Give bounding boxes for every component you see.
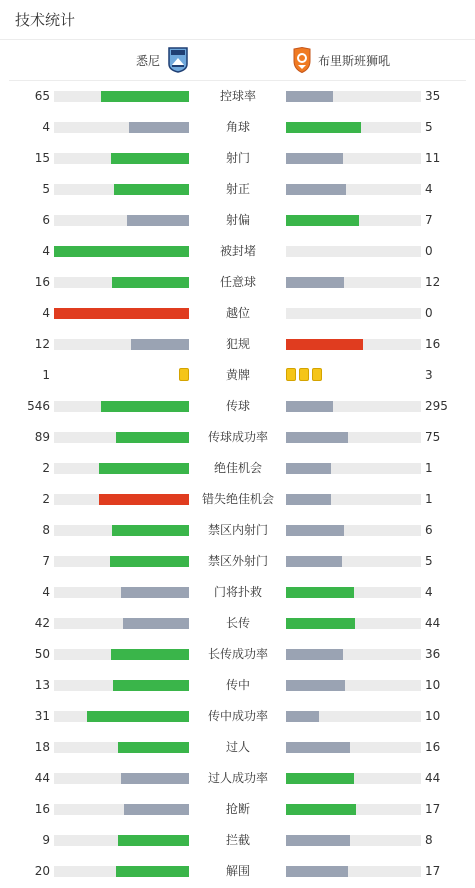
away-stat-value: 3 [425, 368, 433, 382]
home-stat-bar-track [54, 711, 189, 722]
home-stat-bar-fill [112, 525, 189, 536]
home-stat-value: 6 [42, 213, 50, 227]
home-stat-bar-track [54, 153, 189, 164]
away-stat-value: 1 [425, 461, 433, 475]
home-stat-bar-track [54, 680, 189, 691]
team-header [9, 40, 466, 81]
stat-row [0, 267, 475, 298]
home-stat-bar-track [54, 246, 189, 257]
home-stat-bar-track [54, 432, 189, 443]
home-stat-bar-fill [116, 866, 189, 877]
away-stat-bar-track [286, 463, 421, 474]
home-stat-value: 4 [42, 244, 50, 258]
home-stat-bar-fill [129, 122, 189, 133]
away-stat-bar-track [286, 556, 421, 567]
home-stat-bar-track [54, 587, 189, 598]
yellow-card-icon [286, 368, 296, 381]
stat-label: 射偏 [225, 213, 250, 227]
away-stat-bar-fill [286, 587, 354, 598]
stat-label: 传球成功率 [207, 430, 268, 444]
away-stat-bar-fill [286, 742, 350, 753]
away-stat-bar-track [286, 680, 421, 691]
home-stat-bar-track [54, 742, 189, 753]
home-stat-bar-fill [101, 401, 189, 412]
home-stat-bar-fill [54, 308, 189, 319]
home-stat-bar-fill [118, 742, 189, 753]
away-stat-value: 17 [425, 802, 441, 816]
home-stat-value: 50 [34, 647, 50, 661]
stat-label: 长传成功率 [207, 647, 268, 661]
away-team[interactable] [292, 40, 390, 80]
home-stat-value: 42 [34, 616, 50, 630]
home-stat-bar-track [54, 401, 189, 412]
stat-row [0, 577, 475, 608]
stat-label: 禁区内射门 [207, 523, 268, 537]
home-team-name: 悉尼 [135, 53, 160, 68]
away-stat-bar-fill [286, 215, 359, 226]
home-stat-bar-track [54, 525, 189, 536]
sydney-fc-crest-icon [168, 47, 188, 73]
stat-row [0, 608, 475, 639]
away-stat-value: 5 [425, 554, 433, 568]
home-stat-bar-fill [123, 618, 189, 629]
home-stat-bar-track [54, 773, 189, 784]
away-stat-bar-fill [286, 649, 343, 660]
away-stat-bar-fill [286, 804, 356, 815]
stat-label: 黄牌 [225, 368, 250, 382]
stat-row [0, 670, 475, 701]
away-stat-bar-track [286, 215, 421, 226]
away-stat-bar-fill [286, 525, 344, 536]
away-stat-bar-fill [286, 432, 348, 443]
home-stat-value: 20 [34, 864, 50, 878]
home-stat-bar-track [54, 866, 189, 877]
away-stat-bar-fill [286, 463, 331, 474]
home-stat-value: 8 [42, 523, 50, 537]
away-stat-value: 5 [425, 120, 433, 134]
home-stat-bar-track [54, 339, 189, 350]
away-stat-bar-fill [286, 556, 342, 567]
yellow-card-icon [299, 368, 309, 381]
home-stat-bar-fill [112, 277, 189, 288]
away-stat-bar-track [286, 494, 421, 505]
home-stat-bar-fill [114, 184, 189, 195]
stat-row [0, 236, 475, 267]
page-title: 技术统计 [15, 11, 76, 29]
away-stat-bar-fill [286, 835, 350, 846]
away-stat-bar-fill [286, 711, 319, 722]
away-stat-bar-fill [286, 339, 363, 350]
home-stat-bar-track [54, 463, 189, 474]
away-stat-value: 1 [425, 492, 433, 506]
home-stat-bar-fill [116, 432, 189, 443]
away-stat-bar-track [286, 804, 421, 815]
home-stat-bar-track [54, 184, 189, 195]
home-stat-bar-track [54, 649, 189, 660]
stat-row [0, 112, 475, 143]
away-stat-bar-fill [286, 184, 346, 195]
away-stat-value: 8 [425, 833, 433, 847]
home-stat-bar-track [54, 277, 189, 288]
home-stat-value: 2 [42, 492, 50, 506]
home-stat-value: 15 [34, 151, 50, 165]
away-stat-bar-track [286, 122, 421, 133]
away-stat-bar-fill [286, 866, 348, 877]
stat-label: 射正 [225, 182, 250, 196]
away-stat-value: 44 [425, 771, 441, 785]
home-stat-value: 7 [42, 554, 50, 568]
stat-label: 被封堵 [219, 244, 256, 258]
brisbane-roar-lion-crest-icon [292, 47, 312, 73]
home-stat-bar-track [54, 804, 189, 815]
stat-row [0, 484, 475, 515]
away-stat-value: 10 [425, 678, 441, 692]
stat-row [0, 143, 475, 174]
away-stat-value: 17 [425, 864, 441, 878]
stat-row [0, 205, 475, 236]
away-stat-bar-track [286, 91, 421, 102]
stat-row [0, 453, 475, 484]
home-stat-bar-fill [121, 587, 189, 598]
away-stat-value: 4 [425, 585, 433, 599]
home-stat-value: 16 [34, 802, 50, 816]
away-stat-value: 11 [425, 151, 441, 165]
away-stat-value: 10 [425, 709, 441, 723]
stat-row [0, 391, 475, 422]
stat-label: 抢断 [225, 802, 250, 816]
home-stat-value: 1 [42, 368, 50, 382]
away-stat-bar-fill [286, 618, 355, 629]
home-stat-value: 12 [34, 337, 50, 351]
home-stat-bar-track [54, 618, 189, 629]
home-stat-bar-fill [111, 153, 189, 164]
away-stat-bar-track [286, 587, 421, 598]
away-stat-bar-fill [286, 277, 344, 288]
away-team-name: 布里斯班狮吼 [318, 53, 391, 68]
stat-row [0, 856, 475, 887]
stat-label: 拦截 [225, 833, 250, 847]
stat-row [0, 422, 475, 453]
away-stat-bar-fill [286, 153, 343, 164]
away-stat-bar-track [286, 835, 421, 846]
away-stat-bar-track [286, 866, 421, 877]
home-stat-value: 4 [42, 306, 50, 320]
home-stat-value: 2 [42, 461, 50, 475]
home-stat-value: 5 [42, 182, 50, 196]
away-stat-value: 75 [425, 430, 441, 444]
stat-row [0, 763, 475, 794]
away-stat-value: 295 [425, 399, 448, 413]
stat-row [0, 329, 475, 360]
home-stat-value: 89 [34, 430, 50, 444]
away-stat-bar-track [286, 277, 421, 288]
away-stat-bar-track [286, 618, 421, 629]
home-stat-bar-fill [99, 494, 189, 505]
stat-label: 绝佳机会 [213, 461, 262, 475]
home-stat-value: 4 [42, 585, 50, 599]
stat-row [0, 825, 475, 856]
away-stat-bar-fill [286, 494, 331, 505]
away-stat-bar-track [286, 401, 421, 412]
home-stat-bar-track [54, 308, 189, 319]
stat-row [0, 794, 475, 825]
home-stat-bar-track [54, 91, 189, 102]
away-stat-value: 4 [425, 182, 433, 196]
away-stat-bar-track [286, 432, 421, 443]
stat-label: 控球率 [219, 89, 256, 103]
away-stat-bar-track [286, 308, 421, 319]
stat-label: 传中 [225, 678, 250, 692]
home-stat-value: 65 [34, 89, 50, 103]
home-stat-bar-fill [99, 463, 189, 474]
stat-label: 任意球 [219, 275, 256, 289]
home-stat-value: 16 [34, 275, 50, 289]
home-stat-value: 31 [34, 709, 50, 723]
stat-label: 传球 [225, 399, 250, 413]
away-stat-bar-track [286, 246, 421, 257]
home-stat-value: 18 [34, 740, 50, 754]
away-stat-bar-track [286, 339, 421, 350]
stat-label: 角球 [225, 120, 250, 134]
stat-row [0, 701, 475, 732]
home-stat-bar-fill [118, 835, 189, 846]
page-title-bar [0, 0, 475, 40]
stat-label: 长传 [225, 616, 250, 630]
home-yellow-cards [179, 368, 189, 382]
home-stat-bar-fill [131, 339, 189, 350]
stat-label: 错失绝佳机会 [201, 492, 274, 506]
home-stat-value: 9 [42, 833, 50, 847]
away-stat-bar-track [286, 773, 421, 784]
home-stat-bar-track [54, 835, 189, 846]
home-stat-value: 44 [34, 771, 50, 785]
stat-row [0, 174, 475, 205]
stat-row [0, 515, 475, 546]
away-stat-bar-fill [286, 680, 345, 691]
away-stat-bar-track [286, 711, 421, 722]
home-stat-bar-track [54, 215, 189, 226]
home-stat-bar-fill [124, 804, 189, 815]
home-stat-bar-track [54, 556, 189, 567]
away-stat-bar-track [286, 742, 421, 753]
away-stat-value: 16 [425, 337, 441, 351]
stat-row [0, 546, 475, 577]
home-stat-value: 13 [34, 678, 50, 692]
away-stat-value: 36 [425, 647, 441, 661]
stat-label: 禁区外射门 [207, 554, 268, 568]
away-stat-bar-fill [286, 122, 361, 133]
home-stat-bar-fill [121, 773, 189, 784]
away-stat-bar-fill [286, 773, 354, 784]
away-stat-value: 0 [425, 244, 433, 258]
away-yellow-cards [286, 368, 322, 382]
stat-label: 犯规 [225, 337, 250, 351]
away-stat-bar-track [286, 153, 421, 164]
home-stat-value: 4 [42, 120, 50, 134]
home-stat-bar-fill [111, 649, 189, 660]
home-team[interactable] [136, 40, 188, 80]
away-stat-bar-fill [286, 91, 333, 102]
stat-label: 过人 [225, 740, 250, 754]
yellow-card-icon [312, 368, 322, 381]
stat-row [0, 81, 475, 112]
away-stat-value: 44 [425, 616, 441, 630]
away-stat-bar-track [286, 649, 421, 660]
stat-label: 门将扑救 [213, 585, 262, 599]
stat-label: 传中成功率 [207, 709, 268, 723]
home-stat-bar-fill [110, 556, 189, 567]
away-stat-value: 35 [425, 89, 441, 103]
home-stat-bar-fill [127, 215, 189, 226]
yellow-card-icon [179, 368, 189, 381]
away-stat-value: 12 [425, 275, 441, 289]
home-stat-bar-fill [87, 711, 189, 722]
stat-label: 射门 [225, 151, 250, 165]
away-stat-value: 7 [425, 213, 433, 227]
home-stat-bar-fill [113, 680, 189, 691]
home-stat-value: 546 [27, 399, 50, 413]
away-stat-value: 16 [425, 740, 441, 754]
home-stat-bar-fill [54, 246, 189, 257]
home-stat-bar-fill [101, 91, 189, 102]
stat-row [0, 639, 475, 670]
stat-row [0, 298, 475, 329]
away-stat-bar-track [286, 525, 421, 536]
stat-row [0, 732, 475, 763]
stat-label: 过人成功率 [207, 771, 268, 785]
home-stat-bar-track [54, 122, 189, 133]
away-stat-value: 6 [425, 523, 433, 537]
stat-label: 越位 [225, 306, 250, 320]
home-stat-bar-track [54, 494, 189, 505]
stat-row [0, 360, 475, 391]
stat-label: 解围 [225, 864, 250, 878]
away-stat-bar-track [286, 184, 421, 195]
away-stat-value: 0 [425, 306, 433, 320]
away-stat-bar-fill [286, 401, 333, 412]
